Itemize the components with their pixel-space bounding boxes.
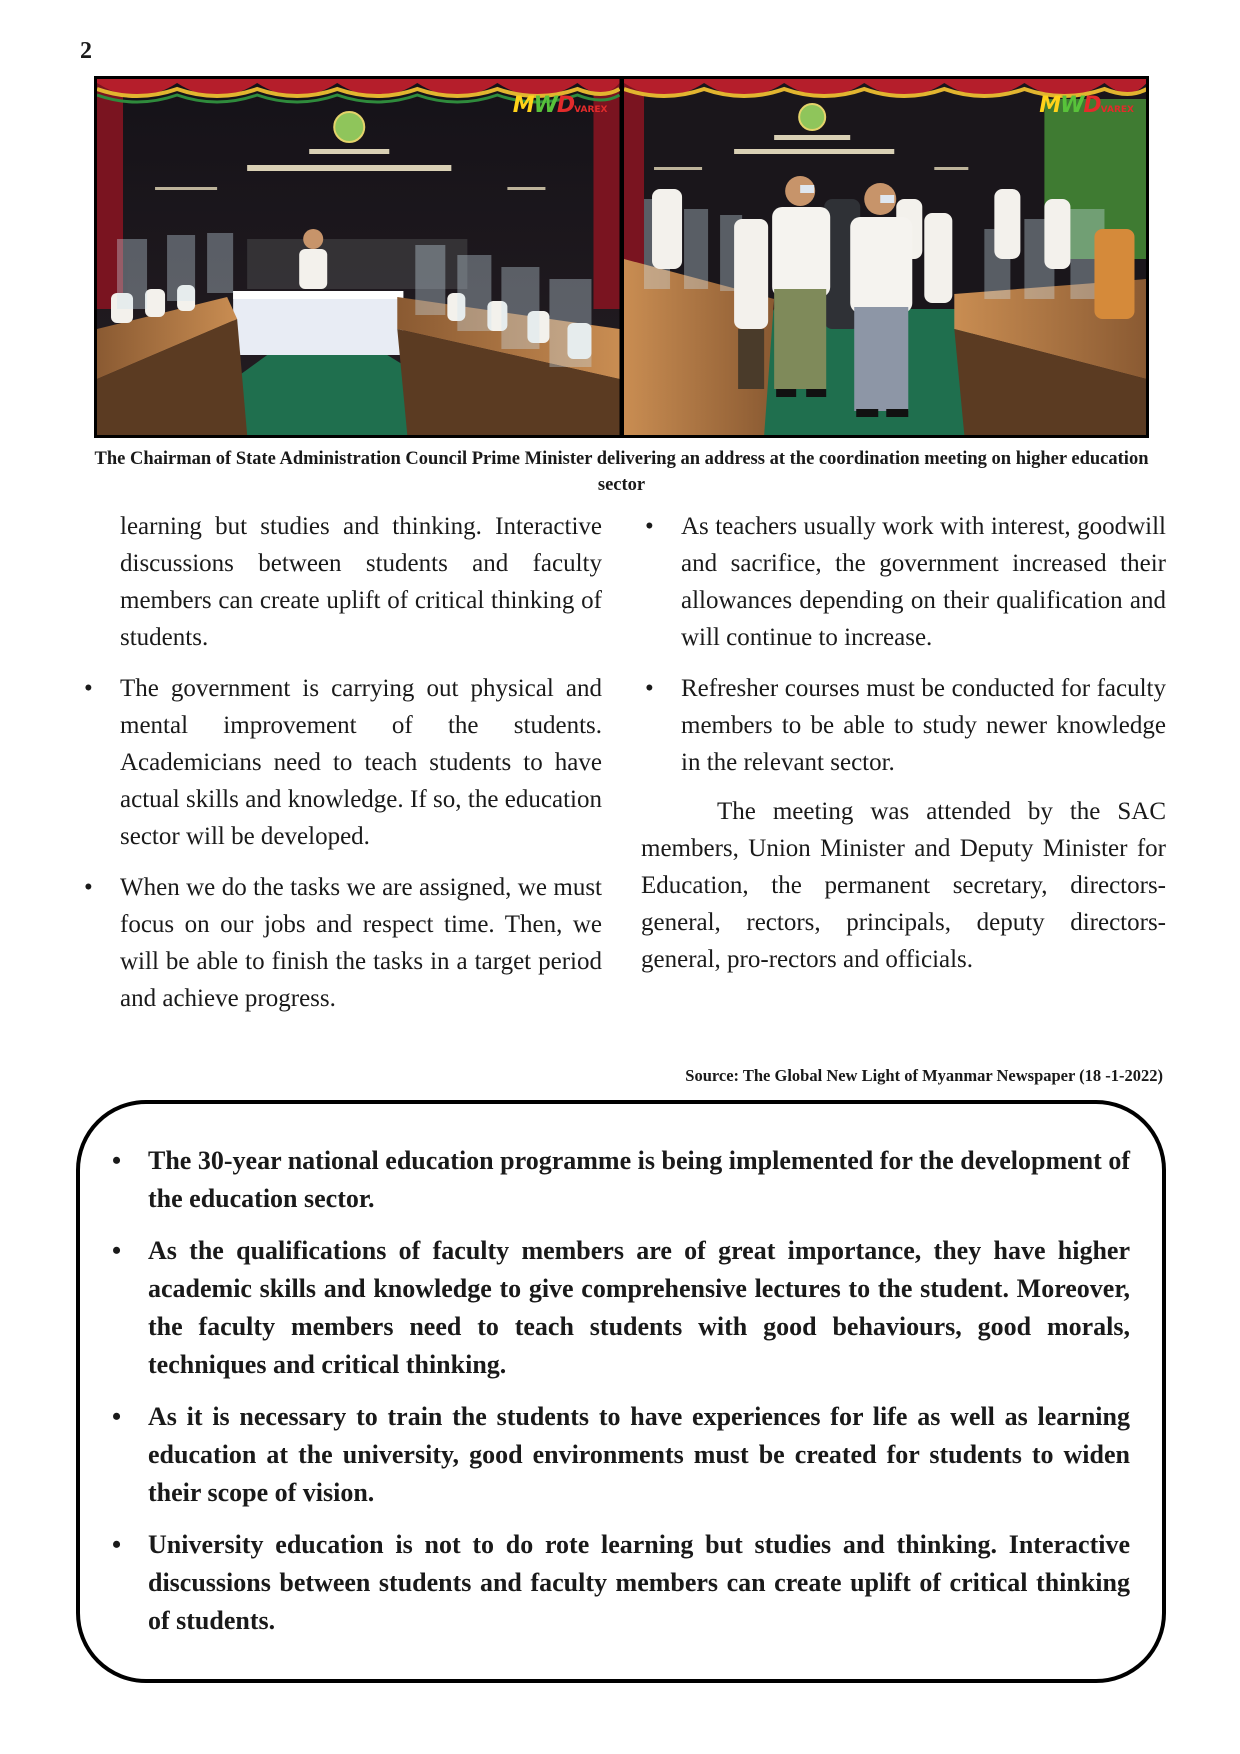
list-item bbox=[80, 869, 602, 1017]
photo-officials-arriving bbox=[624, 79, 1147, 435]
left-column bbox=[80, 508, 602, 1017]
bullet-icon: • bbox=[84, 675, 93, 702]
photo-officials-arriving-image bbox=[624, 79, 1147, 435]
summary-item bbox=[110, 1232, 1130, 1384]
photo-chairman-address-image bbox=[97, 79, 620, 435]
bullet-icon: • bbox=[112, 1530, 122, 1559]
summary-item-text: As the qualifications of faculty members are of great importance, they have higher academic skills and knowledge to give comprehensive lectures to the student. Moreover, the faculty members need to teach students with good behaviours, good morals, techniques and critical thinking. bbox=[148, 1236, 1130, 1379]
list-item-text: When we do the tasks we are assigned, we must focus on our jobs and respect time. Then, we will be able to finish the tasks in a target period and achieve progress. bbox=[120, 874, 602, 1012]
photo-caption: The Chairman of State Administration Council Prime Minister delivering an address at the coordination meeting on higher education sector bbox=[94, 449, 1149, 495]
summary-item bbox=[110, 1526, 1130, 1640]
bullet-icon: • bbox=[645, 675, 654, 702]
summary-item-text: University education is not to do rote learning but studies and thinking. Interactive discussions between students and faculty members can create uplift of critical thinking of students. bbox=[148, 1530, 1130, 1635]
source-citation: Source: The Global New Light of Myanmar Newspaper (18 -1-2022) bbox=[685, 1066, 1163, 1085]
right-column bbox=[641, 508, 1166, 978]
summary-item-text: The 30-year national education programme is being implemented for the development of the education sector. bbox=[148, 1146, 1130, 1213]
page-number: 2 bbox=[80, 38, 92, 64]
summary-item bbox=[110, 1398, 1130, 1512]
mwd-watermark-left: MWDVAREX bbox=[512, 93, 608, 118]
list-item bbox=[641, 670, 1166, 781]
bullet-icon: • bbox=[112, 1236, 122, 1265]
list-item-text: As teachers usually work with interest, goodwill and sacrifice, the government increased their allowances depending on their qualification and will continue to increase. bbox=[681, 513, 1166, 651]
bullet-icon: • bbox=[112, 1146, 122, 1175]
photo-strip bbox=[94, 76, 1149, 438]
summary-item bbox=[110, 1142, 1130, 1218]
mwd-watermark-right: MWDVAREX bbox=[1039, 93, 1134, 118]
attendance-paragraph: The meeting was attended by the SAC members, Union Minister and Deputy Minister for Education, the permanent secretary, directors-general, rectors, principals, deputy directors-general, pro-rectors and officials. bbox=[641, 798, 1166, 973]
bullet-icon: • bbox=[645, 513, 654, 540]
list-item bbox=[80, 670, 602, 855]
summary-box bbox=[76, 1100, 1166, 1683]
summary-item-text: As it is necessary to train the students to have experiences for life as well as learning education at the university, good environments must be created for students to widen their scope of vision. bbox=[148, 1402, 1130, 1507]
bullet-icon: • bbox=[112, 1402, 122, 1431]
continued-paragraph: learning but studies and thinking. Interactive discussions between students and faculty members can create uplift of critical thinking of students. bbox=[120, 513, 602, 651]
photo-chairman-address bbox=[97, 79, 620, 435]
bullet-icon: • bbox=[84, 874, 93, 901]
list-item-text: Refresher courses must be conducted for faculty members to be able to study newer knowledge in the relevant sector. bbox=[681, 675, 1166, 776]
list-item bbox=[641, 508, 1166, 656]
list-item-text: The government is carrying out physical and mental improvement of the students. Academicians need to teach students to have actual skills and knowledge. If so, the education sector will be developed. bbox=[120, 675, 602, 850]
